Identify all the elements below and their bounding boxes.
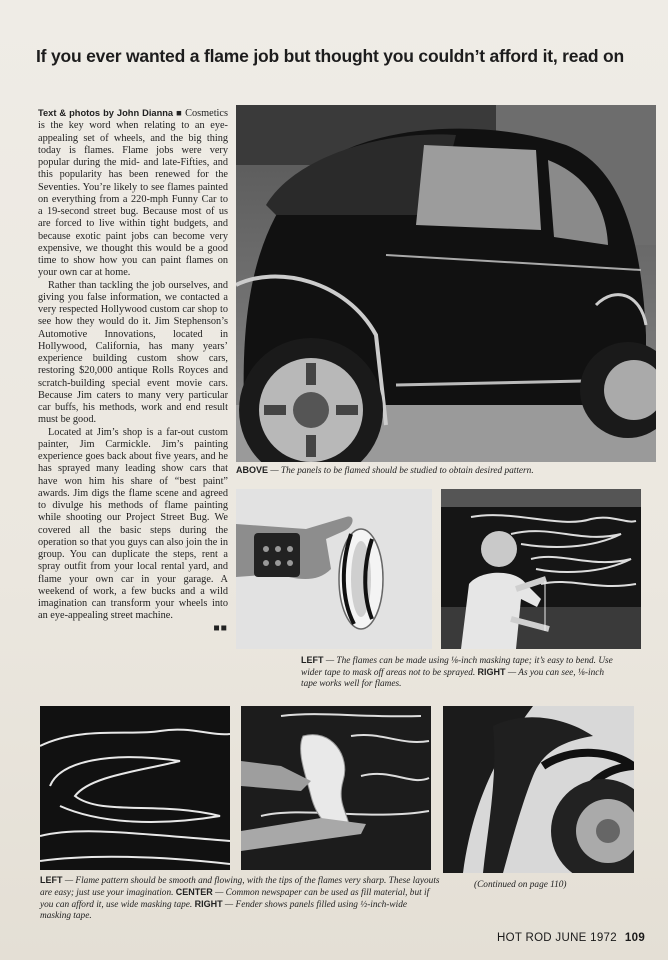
paragraph-text: Cosmetics is the key word when relating to an eye-appealing set of wheels, and the big thing today is flames. Flame jobs were very popular during the mid- and late-Fifties, and this popularity has been renewed for the Seventies. You’re likely to see flames painted on everything from a 220-mph Funny Car to a 19-second street bug. Because most of us are forced to live within tight budgets, and because exotic paint jobs can become very expensive, we thought this would be a good time to show how you can paint flames on your own car at home. — [38, 108, 228, 279]
caption-text: — The panels to be flamed should be studied to obtain desired pattern. — [268, 466, 534, 476]
byline: Text & photos by John Dianna ■ — [38, 108, 183, 118]
caption-label: CENTER — [175, 887, 213, 897]
paragraph: Rather than tackling the job ourselves, and giving you false information, we contacted a very respected Hollywood custom car shop to see how they would do it. Jim Stephenson’s Automotive Innovations, located in Hollywood, California, has many years’ experience building custom show cars, restoring $20,000 antique Rolls Royces and scratch-building special event movie cars. Because Jim caters to many very particular car buffs, his methods, work and end result must be good. — [38, 279, 228, 426]
caption-above — [236, 465, 656, 477]
caption-label: RIGHT — [194, 899, 223, 909]
photo-hand-tape — [236, 489, 432, 649]
page-footer — [497, 932, 645, 944]
caption-label: ABOVE — [236, 465, 269, 475]
caption-text: — Common newspaper can be used as fill material, but if you can afford it, use wide masking tape. — [40, 888, 430, 910]
caption-label: RIGHT — [477, 667, 506, 677]
continued-note: (Continued on page 110) — [474, 880, 567, 890]
caption-text: — Fender shows panels filled using ½-inch-wide masking tape. — [40, 900, 407, 921]
article-headline: If you ever wanted a flame job but thought you couldn’t afford it, read on — [36, 46, 624, 66]
end-mark: ■■ — [213, 622, 228, 634]
caption-text: — Flame pattern should be smooth and flowing, with the tips of the flames very sharp. These layouts are easy; just use your imagination. — [40, 876, 440, 898]
page-number: 109 — [624, 932, 646, 944]
caption-label: LEFT — [40, 875, 63, 885]
caption-middle — [301, 655, 613, 690]
article-body — [38, 107, 228, 635]
caption-bottom — [40, 875, 440, 922]
photo-vw-bug — [236, 105, 656, 462]
photo-fender-taped — [443, 706, 634, 873]
magazine-issue: HOT ROD JUNE 1972 — [497, 932, 617, 944]
paragraph: Located at Jim’s shop is a far-out custom painter, Jim Carmickle. Jim’s painting experience goes back about five years, and he has sprayed many leading show cars that have won him his share of “best paint” awards. Jim digs the flame scene and agreed to divulge his methods of flame painting while shooting our Project Street Bug. We covered all the basic steps during the operation so that you guys can also join the in group. You can duplicate the steps, rent a spray outfit from your local rental yard, and flame your own car in your garage. A weekend of work, a few bucks and a wild imagination can transform your wheels into an eye-appealing street machine. — [38, 426, 228, 622]
caption-label: LEFT — [301, 655, 324, 665]
caption-text: — The flames can be made using ⅛-inch masking tape; it’s easy to bend. Use wider tape to mask off areas not to be sprayed. — [301, 656, 613, 678]
photo-man-taping-flames — [441, 489, 641, 649]
caption-text: — As you can see, ⅛-inch tape works well for flames. — [301, 668, 605, 689]
photo-newspaper-fill — [241, 706, 431, 870]
paragraph — [38, 107, 228, 280]
photo-flame-layout — [40, 706, 230, 870]
